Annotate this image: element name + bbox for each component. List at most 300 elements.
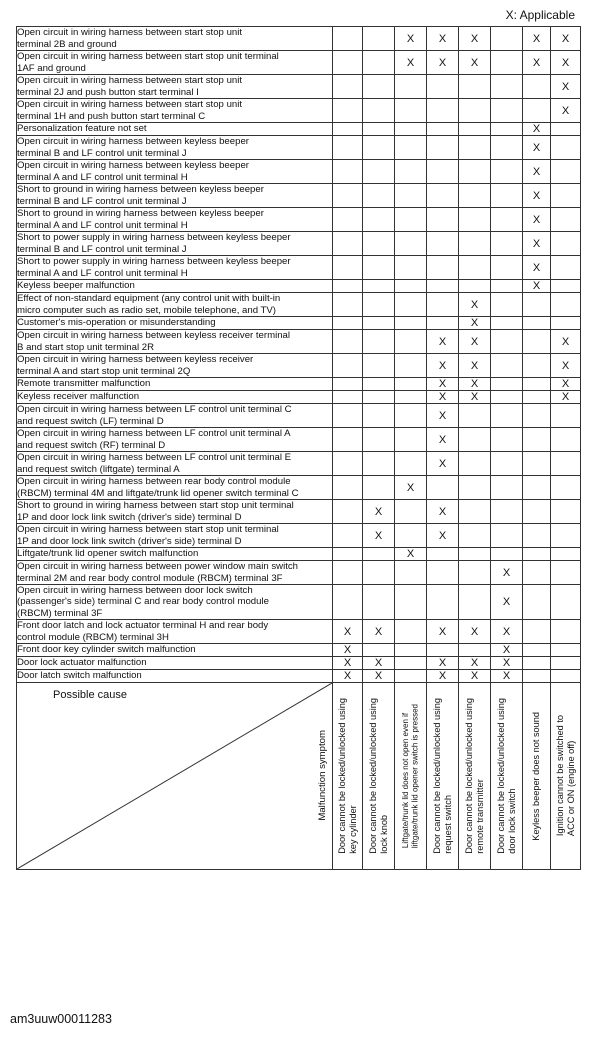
applicable-cell-6: X [491,585,523,620]
applicable-cell-6 [491,428,523,452]
applicable-cell-4: X [427,524,459,548]
possible-cause-cell: Short to ground in wiring harness between keyless beeper terminal A and LF control unit terminal H [17,208,333,232]
applicable-cell-8 [551,657,581,670]
applicable-cell-7 [523,644,551,657]
applicable-cell-7 [523,75,551,99]
applicable-cell-7 [523,354,551,378]
applicable-cell-3 [395,317,427,330]
symptom-header-7 [523,683,551,870]
possible-cause-cell: Open circuit in wiring harness between start stop unit terminal 2J and push button start terminal I [17,75,333,99]
applicable-cell-1 [333,280,363,293]
applicable-cell-7 [523,293,551,317]
applicable-cell-7 [523,524,551,548]
applicable-cell-1 [333,404,363,428]
table-row [17,280,581,293]
table-row [17,585,581,620]
applicable-cell-1 [333,27,363,51]
applicable-cell-8: X [551,51,581,75]
symptom-label: Door cannot be locked/unlocked using key cylinder [336,698,358,854]
applicable-cell-7 [523,378,551,391]
table-row [17,123,581,136]
applicable-cell-2 [363,136,395,160]
applicable-cell-5 [459,561,491,585]
applicable-cell-6: X [491,670,523,683]
possible-cause-cell: Customer's mis-operation or misunderstanding [17,317,333,330]
applicable-cell-3 [395,280,427,293]
applicable-cell-8 [551,561,581,585]
applicable-cell-4 [427,232,459,256]
applicable-cell-1 [333,330,363,354]
applicable-cell-8: X [551,330,581,354]
applicable-cell-4: X [427,670,459,683]
applicable-cell-6 [491,354,523,378]
applicable-cell-3 [395,123,427,136]
header-row [17,683,581,870]
applicable-cell-3: X [395,548,427,561]
applicable-cell-7 [523,620,551,644]
applicable-cell-6 [491,452,523,476]
applicable-cell-4 [427,548,459,561]
applicable-cell-6: X [491,657,523,670]
applicable-cell-1 [333,317,363,330]
applicable-cell-2 [363,391,395,404]
possible-cause-cell: Front door latch and lock actuator terminal H and rear body control module (RBCM) terminal 3H [17,620,333,644]
table-row [17,293,581,317]
symptom-label: Keyless beeper does not sound [531,711,541,841]
possible-cause-cell: Open circuit in wiring harness between keyless beeper terminal A and LF control unit terminal H [17,160,333,184]
applicable-cell-6: X [491,644,523,657]
applicable-cell-1 [333,354,363,378]
applicable-cell-7: X [523,160,551,184]
applicable-cell-2 [363,51,395,75]
applicable-cell-5 [459,644,491,657]
applicable-cell-5: X [459,391,491,404]
applicable-cell-3 [395,561,427,585]
table-row [17,620,581,644]
applicable-cell-8 [551,123,581,136]
applicable-cell-2 [363,644,395,657]
table-row [17,330,581,354]
applicable-cell-6 [491,184,523,208]
applicable-cell-2 [363,476,395,500]
applicable-cell-8 [551,293,581,317]
applicable-cell-5: X [459,330,491,354]
applicable-cell-1 [333,75,363,99]
applicable-cell-4 [427,561,459,585]
applicable-cell-3 [395,293,427,317]
applicable-cell-3 [395,99,427,123]
possible-cause-cell: Short to power supply in wiring harness between keyless beeper terminal B and LF control unit terminal J [17,232,333,256]
applicable-cell-4 [427,123,459,136]
applicable-cell-8 [551,428,581,452]
table-row [17,99,581,123]
applicable-cell-5 [459,404,491,428]
symptom-label: Door cannot be locked/unlocked using lock knob [367,698,389,854]
applicable-cell-4 [427,644,459,657]
applicable-cell-6 [491,208,523,232]
applicable-cell-5 [459,500,491,524]
applicable-cell-7: X [523,256,551,280]
applicable-cell-8 [551,208,581,232]
applicable-cell-2 [363,548,395,561]
applicable-cell-1 [333,428,363,452]
possible-cause-cell: Remote transmitter malfunction [17,378,333,391]
applicable-cell-8 [551,404,581,428]
applicable-cell-3 [395,391,427,404]
applicable-cell-5 [459,524,491,548]
table-row [17,27,581,51]
applicable-cell-3 [395,232,427,256]
applicable-cell-5: X [459,293,491,317]
symptom-header-2 [363,683,395,870]
symptom-label: Door cannot be locked/unlocked using remote transmitter [463,698,485,854]
applicable-cell-4 [427,476,459,500]
symptom-header-1 [333,683,363,870]
applicable-cell-2 [363,232,395,256]
table-row [17,184,581,208]
applicable-cell-1 [333,561,363,585]
applicable-cell-1 [333,452,363,476]
applicable-cell-7 [523,330,551,354]
applicable-cell-7: X [523,27,551,51]
applicable-cell-5 [459,99,491,123]
applicable-cell-5 [459,123,491,136]
applicable-cell-6 [491,476,523,500]
applicable-cell-2 [363,280,395,293]
applicable-cell-6 [491,524,523,548]
applicable-cell-4 [427,184,459,208]
applicable-cell-7 [523,391,551,404]
symptom-header-3 [395,683,427,870]
table-row [17,391,581,404]
table-row [17,232,581,256]
applicable-cell-8 [551,184,581,208]
applicable-cell-8 [551,670,581,683]
possible-cause-cell: Open circuit in wiring harness between keyless receiver terminal A and start stop unit terminal 2Q [17,354,333,378]
applicable-cell-5: X [459,27,491,51]
applicable-cell-1: X [333,644,363,657]
table-row [17,404,581,428]
applicable-cell-4: X [427,452,459,476]
applicable-cell-3 [395,452,427,476]
applicable-cell-3 [395,160,427,184]
applicable-cell-4: X [427,330,459,354]
applicable-cell-3 [395,75,427,99]
applicable-cell-7: X [523,280,551,293]
table-row [17,561,581,585]
applicable-cell-7 [523,428,551,452]
applicable-cell-2 [363,293,395,317]
applicable-cell-5: X [459,620,491,644]
applicable-cell-3 [395,208,427,232]
table-row [17,75,581,99]
possible-cause-cell: Open circuit in wiring harness between start stop unit terminal 2B and ground [17,27,333,51]
applicable-cell-6 [491,280,523,293]
applicable-cell-5 [459,452,491,476]
applicable-cell-2 [363,317,395,330]
applicable-cell-3 [395,354,427,378]
applicable-cell-5: X [459,670,491,683]
applicable-cell-2 [363,330,395,354]
applicable-cell-2 [363,354,395,378]
possible-cause-cell: Door latch switch malfunction [17,670,333,683]
table-row [17,160,581,184]
applicable-cell-1 [333,99,363,123]
table-body [17,27,581,683]
table-row [17,500,581,524]
applicable-cell-2 [363,404,395,428]
applicable-cell-3 [395,657,427,670]
applicable-cell-1 [333,208,363,232]
possible-cause-cell: Front door key cylinder switch malfunction [17,644,333,657]
applicable-cell-7 [523,476,551,500]
applicable-cell-7: X [523,208,551,232]
applicable-cell-1 [333,585,363,620]
applicable-cell-3: X [395,27,427,51]
applicable-cell-8 [551,136,581,160]
applicable-cell-2: X [363,620,395,644]
applicable-cell-8 [551,476,581,500]
possible-cause-cell: Personalization feature not set [17,123,333,136]
symptom-header-4 [427,683,459,870]
possible-cause-cell: Open circuit in wiring harness between start stop unit terminal 1H and push button start terminal C [17,99,333,123]
applicable-cell-4: X [427,354,459,378]
applicable-cell-1 [333,160,363,184]
applicable-cell-2 [363,428,395,452]
applicable-cell-1 [333,391,363,404]
applicable-cell-2: X [363,500,395,524]
applicable-cell-5 [459,75,491,99]
applicable-cell-1 [333,51,363,75]
symptom-label: Liftgate/trunk lid does not open even if liftgate/trunk lid opener switch is pressed [400,703,420,849]
possible-cause-cell: Short to ground in wiring harness between keyless beeper terminal B and LF control unit terminal J [17,184,333,208]
symptom-header-6 [491,683,523,870]
applicable-cell-6 [491,160,523,184]
malfunction-symptom-label: Malfunction symptom [317,730,328,821]
applicable-cell-5: X [459,317,491,330]
applicable-cell-1 [333,548,363,561]
corner-cell [17,683,333,870]
applicable-cell-3 [395,585,427,620]
applicable-cell-1 [333,136,363,160]
applicable-cell-4: X [427,500,459,524]
applicable-cell-6 [491,136,523,160]
applicable-cell-8 [551,317,581,330]
table-row [17,354,581,378]
applicable-cell-8 [551,548,581,561]
legend: X: Applicable [505,8,575,22]
table-row [17,51,581,75]
applicable-cell-4: X [427,657,459,670]
applicable-cell-2 [363,208,395,232]
applicable-cell-1: X [333,657,363,670]
applicable-cell-1 [333,123,363,136]
applicable-cell-5 [459,136,491,160]
applicable-cell-3 [395,378,427,391]
applicable-cell-7 [523,561,551,585]
applicable-cell-1 [333,524,363,548]
applicable-cell-8 [551,232,581,256]
possible-cause-cell: Open circuit in wiring harness between rear body control module (RBCM) terminal 4M and liftgate/trunk lid opener switch terminal C [17,476,333,500]
applicable-cell-8 [551,524,581,548]
possible-cause-cell: Liftgate/trunk lid opener switch malfunction [17,548,333,561]
applicable-cell-6 [491,330,523,354]
applicable-cell-2 [363,256,395,280]
applicable-cell-8: X [551,99,581,123]
applicable-cell-6 [491,256,523,280]
possible-cause-cell: Open circuit in wiring harness between LF control unit terminal C and request switch (LF) terminal D [17,404,333,428]
applicable-cell-8: X [551,75,581,99]
applicable-cell-6: X [491,620,523,644]
applicable-cell-7: X [523,184,551,208]
table-row [17,136,581,160]
applicable-cell-5 [459,160,491,184]
applicable-cell-8 [551,160,581,184]
applicable-cell-6 [491,232,523,256]
table-row [17,317,581,330]
applicable-cell-2 [363,452,395,476]
applicable-cell-7 [523,452,551,476]
figure-id: am3uuw00011283 [10,1012,112,1026]
applicable-cell-6 [491,27,523,51]
applicable-cell-1 [333,476,363,500]
applicable-cell-5 [459,184,491,208]
applicable-cell-6 [491,99,523,123]
applicable-cell-6 [491,404,523,428]
possible-cause-cell: Short to power supply in wiring harness between keyless beeper terminal A and LF control unit terminal H [17,256,333,280]
applicable-cell-1 [333,256,363,280]
applicable-cell-7: X [523,232,551,256]
applicable-cell-8: X [551,378,581,391]
applicable-cell-4 [427,256,459,280]
possible-cause-cell: Keyless beeper malfunction [17,280,333,293]
symptom-label: Door cannot be locked/unlocked using door lock switch [495,698,517,854]
applicable-cell-4 [427,136,459,160]
applicable-cell-1 [333,184,363,208]
symptom-header-8 [551,683,581,870]
possible-cause-cell: Open circuit in wiring harness between LF control unit terminal A and request switch (RF) terminal D [17,428,333,452]
applicable-cell-8 [551,585,581,620]
applicable-cell-7 [523,670,551,683]
applicable-cell-7: X [523,136,551,160]
applicable-cell-2 [363,184,395,208]
table-row [17,428,581,452]
applicable-cell-8 [551,620,581,644]
applicable-cell-2 [363,99,395,123]
applicable-cell-7 [523,99,551,123]
possible-cause-cell: Open circuit in wiring harness between power window main switch terminal 2M and rear body control module (RBCM) terminal 3F [17,561,333,585]
applicable-cell-5 [459,585,491,620]
applicable-cell-2 [363,561,395,585]
applicable-cell-8 [551,256,581,280]
applicable-cell-8: X [551,27,581,51]
applicable-cell-5: X [459,354,491,378]
possible-cause-cell: Open circuit in wiring harness between LF control unit terminal E and request switch (liftgate) terminal A [17,452,333,476]
applicable-cell-4: X [427,51,459,75]
table-row [17,208,581,232]
possible-cause-label: Possible cause [53,689,127,701]
applicable-cell-4 [427,317,459,330]
applicable-cell-3 [395,330,427,354]
possible-cause-cell: Keyless receiver malfunction [17,391,333,404]
possible-cause-cell: Open circuit in wiring harness between keyless beeper terminal B and LF control unit terminal J [17,136,333,160]
table-row [17,548,581,561]
applicable-cell-5 [459,548,491,561]
applicable-cell-6 [491,51,523,75]
applicable-cell-4 [427,99,459,123]
applicable-cell-6 [491,548,523,561]
applicable-cell-4 [427,160,459,184]
applicable-cell-5: X [459,51,491,75]
applicable-cell-4: X [427,428,459,452]
possible-cause-cell: Open circuit in wiring harness between keyless receiver terminal B and start stop unit terminal 2R [17,330,333,354]
table-row [17,476,581,500]
symptom-label: Ignition cannot be switched to ACC or ON (engine off) [554,715,576,837]
applicable-cell-8 [551,280,581,293]
applicable-cell-1 [333,500,363,524]
applicable-cell-8 [551,644,581,657]
applicable-cell-3 [395,644,427,657]
applicable-cell-6 [491,75,523,99]
applicable-cell-6 [491,391,523,404]
applicable-cell-2 [363,75,395,99]
applicable-cell-4: X [427,391,459,404]
applicable-cell-2 [363,160,395,184]
applicable-cell-8: X [551,391,581,404]
applicable-cell-1 [333,293,363,317]
diagonal-line [17,683,332,869]
applicable-cell-5 [459,280,491,293]
applicable-cell-1: X [333,670,363,683]
applicable-cell-3 [395,670,427,683]
table-row [17,657,581,670]
table-row [17,670,581,683]
applicable-cell-6 [491,123,523,136]
applicable-cell-5: X [459,378,491,391]
applicable-cell-7: X [523,51,551,75]
applicable-cell-8 [551,500,581,524]
table-row [17,644,581,657]
applicable-cell-7 [523,585,551,620]
possible-cause-cell: Open circuit in wiring harness between door lock switch (passenger's side) terminal C and rear body control module (RBCM) terminal 3F [17,585,333,620]
applicable-cell-5 [459,428,491,452]
applicable-cell-3 [395,184,427,208]
applicable-cell-6: X [491,561,523,585]
possible-cause-cell: Open circuit in wiring harness between start stop unit terminal 1P and door lock link switch (driver's side) terminal D [17,524,333,548]
applicable-cell-4 [427,293,459,317]
applicable-cell-7 [523,500,551,524]
applicable-cell-1: X [333,620,363,644]
applicable-cell-1 [333,232,363,256]
applicable-cell-6 [491,500,523,524]
applicable-cell-2 [363,378,395,391]
applicable-cell-7 [523,548,551,561]
applicable-cell-5: X [459,657,491,670]
applicable-cell-2 [363,585,395,620]
applicable-cell-3 [395,136,427,160]
applicable-cell-7 [523,404,551,428]
applicable-cell-4 [427,280,459,293]
applicable-cell-3 [395,500,427,524]
applicable-cell-3 [395,524,427,548]
applicable-cell-7 [523,657,551,670]
applicable-cell-2 [363,123,395,136]
applicable-cell-3 [395,620,427,644]
applicable-cell-2: X [363,657,395,670]
applicable-cell-2 [363,27,395,51]
possible-cause-cell: Door lock actuator malfunction [17,657,333,670]
applicable-cell-4 [427,585,459,620]
